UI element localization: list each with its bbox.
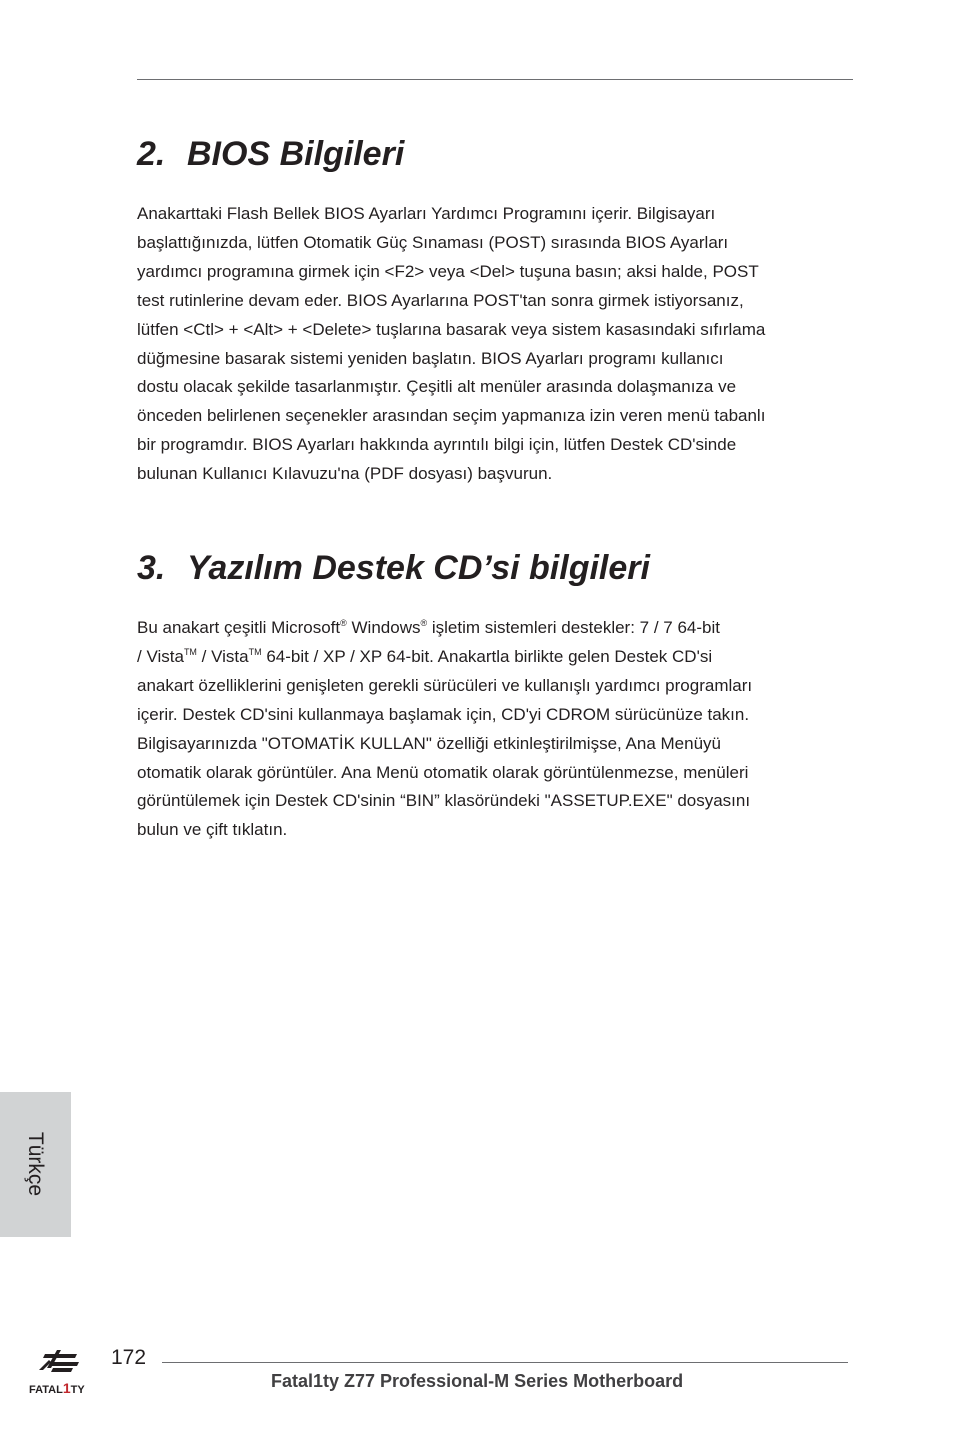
body-line: bulun ve çift tıklatın. bbox=[137, 820, 288, 840]
section-3-body bbox=[137, 614, 853, 845]
bottom-rule bbox=[162, 1362, 848, 1363]
body-line: yardımcı programına girmek için <F2> veya <Del> tuşuna basın; aksi halde, POST bbox=[137, 261, 759, 281]
body-line: bulunan Kullanıcı Kılavuzu'na (PDF dosyası) başvurun. bbox=[137, 464, 553, 484]
body-line: Bilgisayarınızda "OTOMATİK KULLAN" özelliği etkinleştirilmişse, Ana Menüyü bbox=[137, 733, 721, 753]
trademark-mark: TM bbox=[248, 646, 262, 657]
language-label: Türkçe bbox=[24, 1131, 47, 1197]
text-run: / Vista bbox=[137, 646, 184, 666]
fatal1ty-logo-icon bbox=[27, 1346, 105, 1404]
top-rule bbox=[137, 79, 853, 80]
page-number: 172 bbox=[111, 1346, 147, 1369]
body-line: başlattığınızda, lütfen Otomatik Güç Sınaması (POST) sırasında BIOS Ayarları bbox=[137, 232, 729, 252]
section-3-heading bbox=[137, 549, 650, 588]
section-2-number: 2. bbox=[137, 135, 166, 173]
trademark-mark: TM bbox=[183, 646, 197, 657]
body-line: Anakarttaki Flash Bellek BIOS Ayarları Yardımcı Programını içerir. Bilgisayarı bbox=[137, 204, 716, 223]
language-side-tab bbox=[0, 1092, 71, 1237]
registered-mark: ® bbox=[340, 618, 347, 628]
section-3-title: Yazılım Destek CD’si bilgileri bbox=[187, 549, 650, 587]
text-run: Windows bbox=[346, 618, 421, 637]
text-run: Bu anakart çeşitli Microsoft bbox=[137, 618, 341, 637]
body-line: görüntülemek için Destek CD'sinin “BIN” klasöründeki "ASSETUP.EXE" dosyasını bbox=[137, 791, 751, 811]
body-line: anakart özelliklerini genişleten gerekli sürücüleri ve kullanışlı yardımcı programları bbox=[137, 675, 753, 695]
body-line bbox=[137, 614, 853, 643]
body-line: bir programdır. BIOS Ayarları hakkında ayrıntılı bilgi için, lütfen Destek CD'sinde bbox=[137, 435, 737, 455]
fatal1ty-logo bbox=[27, 1346, 105, 1404]
section-2-body bbox=[137, 200, 853, 489]
section-2-heading bbox=[137, 135, 404, 174]
body-line: önceden belirlenen seçenekler arasından seçim yapmanıza izin veren menü tabanlı bbox=[137, 406, 766, 426]
section-2-title: BIOS Bilgileri bbox=[187, 135, 405, 173]
body-line: içerir. Destek CD'sini kullanmaya başlamak için, CD'yi CDROM sürücünüze takın. bbox=[137, 704, 750, 724]
footer-title: Fatal1ty Z77 Professional-M Series Motherboard bbox=[271, 1371, 684, 1391]
body-line: dostu olacak şekilde tasarlanmıştır. Çeşitli alt menüler arasında dolaşmanıza ve bbox=[137, 377, 737, 397]
body-line bbox=[137, 643, 853, 672]
logo-wordmark: FATAL1TY bbox=[29, 1380, 85, 1396]
text-run: / Vista bbox=[196, 646, 249, 666]
text-run: 64-bit / XP / XP 64-bit. Anakartla birlikte gelen Destek CD'si bbox=[261, 646, 713, 666]
body-line: lütfen <Ctl> + <Alt> + <Delete> tuşlarına basarak veya sistem kasasındaki sıfırlama bbox=[137, 319, 766, 339]
registered-mark: ® bbox=[420, 618, 428, 628]
body-line: test rutinlerine devam eder. BIOS Ayarlarına POST'tan sonra girmek istiyorsanız, bbox=[137, 290, 744, 310]
text-run: işletim sistemleri destekler: 7 / 7 64-bit bbox=[427, 618, 720, 637]
section-3-number: 3. bbox=[137, 549, 166, 587]
body-line: düğmesine basarak sistemi yeniden başlatın. BIOS Ayarları programı kullanıcı bbox=[137, 348, 724, 368]
body-line: otomatik olarak görüntüler. Ana Menü otomatik olarak görüntülenmezse, menüleri bbox=[137, 762, 749, 782]
